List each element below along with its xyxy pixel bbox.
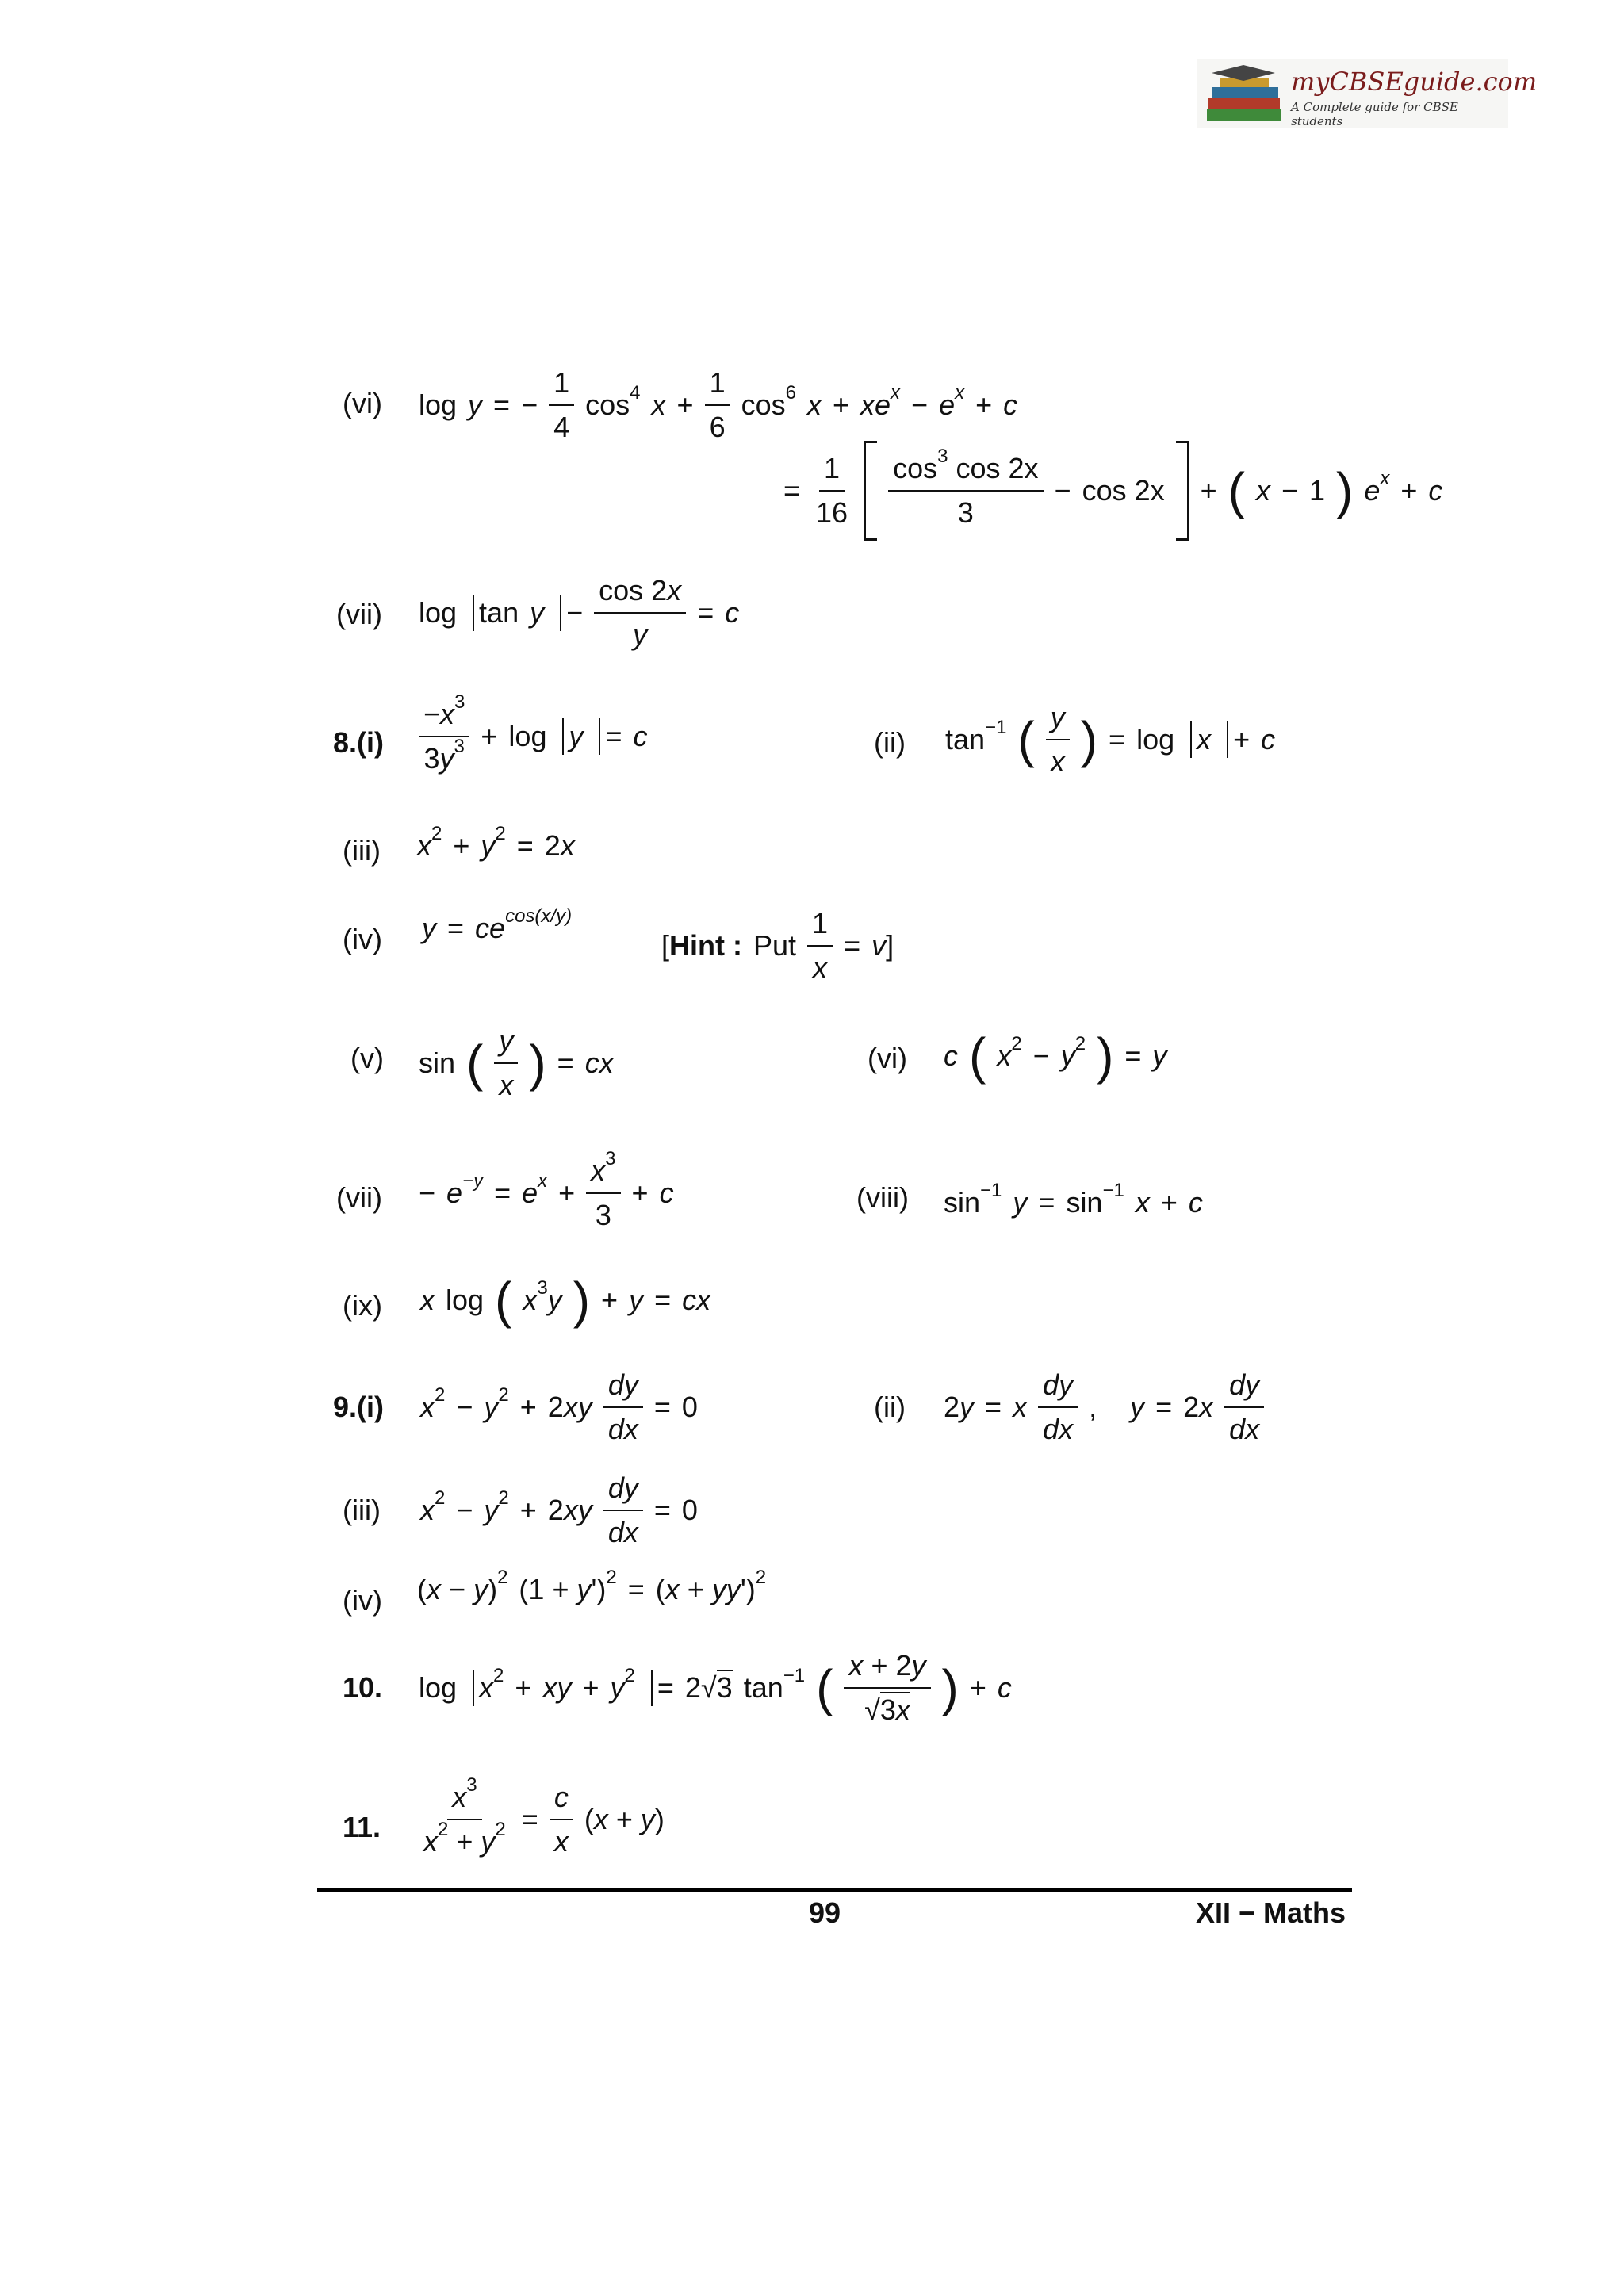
fraction: $\frac{1}{16}$ — [816, 452, 848, 529]
item-label-vii: (vii) — [336, 598, 382, 630]
subject-label: XII − Maths — [1196, 1896, 1346, 1929]
equation-9ii: 2y = x $\frac{dy}{dx}$ , y = 2x $\frac{dy}{dx}$ — [944, 1368, 1275, 1446]
equation-9iv: $(x - y)^2$ $(1 + y')^2$ = $(x + yy')^2$ — [417, 1567, 767, 1605]
equation-vi-line1: log y = − $\frac{1}{4}$ $\cos^4$ x + $\frac{1}{6}$ $\cos^6$ x + $xe^x$ − $e^x$ + c — [419, 366, 1018, 443]
equation-10: log $x^2$ + xy + $y^2$ = 2√3 $\tan^{-1}$ ( $\frac{x + 2y}{√3x}$ ) + c — [419, 1649, 1012, 1726]
right-bracket — [1176, 441, 1189, 541]
logo-tagline: A Complete guide for CBSE students — [1291, 100, 1458, 128]
question-9-label: 9.(i) — [333, 1391, 385, 1423]
equation-8iii: $x^2$ + $y^2$ = 2x — [417, 823, 575, 862]
equation-8v: sin ( $\frac{y}{x}$ ) = cx — [419, 1024, 614, 1101]
item-label-vii-2: (vii) — [336, 1181, 382, 1214]
fraction: $\frac{x + 2y}{√3x}$ — [844, 1649, 930, 1727]
fraction: $\frac{x^3}{x^2 + y^2}$ — [423, 1774, 506, 1858]
fraction: $\frac{c}{x}$ — [550, 1781, 573, 1858]
equation-8viii: $\sin^{-1}$ y = $\sin^{-1}$ x + c — [944, 1180, 1203, 1219]
books-icon — [1204, 63, 1286, 125]
equation-11: $\frac{x^3}{x^2 + y^2}$ = $\frac{c}{x}$ (x + y) — [419, 1781, 676, 1858]
fraction: $\frac{1}{6}$ — [705, 366, 730, 444]
fraction: $\frac{dy}{dx}$ — [603, 1368, 643, 1446]
item-label-vi: (vi) — [343, 387, 382, 419]
footer-rule — [317, 1888, 1352, 1892]
equation-8vii: − $e^{-y}$ = $e^x$ + $\frac{x^3}{3}$ + c — [419, 1148, 674, 1231]
fraction: $\frac{\cos^3 \cos 2x}{3}$ — [888, 452, 1043, 530]
equation-vi-line2: = $\frac{1}{16}$ $\frac{\cos^3 \cos 2x}{3}$ − cos 2x + ( x − 1 ) $e^x$ + c — [783, 441, 1454, 541]
equation-8ii: $\tan^{-1}$ ( $\frac{y}{x}$ ) = log x + c — [945, 701, 1276, 778]
item-label-iii-2: (iii) — [343, 1494, 381, 1526]
question-8-label: 8.(i) — [333, 726, 385, 759]
equation-9i: $x^2$ − $y^2$ + 2xy $\frac{dy}{dx}$ = 0 — [420, 1368, 698, 1445]
log-text: log — [419, 388, 458, 421]
equation-vii: log tan y − $\frac{\cos 2x}{y}$ = c — [419, 574, 740, 651]
question-10-label: 10. — [343, 1671, 383, 1704]
equation-8vi: c ( $x^2$ − $y^2$ ) = y — [944, 1027, 1167, 1085]
mycbseguide-logo — [1197, 59, 1538, 128]
page-number: 99 — [809, 1896, 841, 1929]
fraction: $\frac{y}{x}$ — [1046, 701, 1070, 779]
fraction: $\frac{x^3}{3}$ — [586, 1154, 620, 1232]
fraction: $\frac{dy}{dx}$ — [1224, 1368, 1264, 1446]
item-label-vi-2: (vi) — [868, 1042, 907, 1074]
logo-title: myCBSEguide.com — [1291, 67, 1538, 97]
fraction: $\frac{\cos 2x}{y}$ — [594, 574, 686, 652]
equation-8ix: x log ( $x^3y$ ) + y = cx — [420, 1272, 711, 1329]
hint: [Hint : Put $\frac{1}{x}$ = v] — [661, 907, 894, 984]
item-label-ii-2: (ii) — [874, 1391, 906, 1423]
equation-8i: $\frac{-x^3}{3y^3}$ + log y = c — [419, 698, 659, 775]
left-bracket — [864, 441, 877, 541]
equation-8iv: y = $ce^{cos(x/y)}$ — [422, 905, 573, 944]
item-label-ix: (ix) — [343, 1289, 382, 1322]
fraction: $\frac{1}{x}$ — [807, 907, 833, 985]
item-label-ii: (ii) — [874, 726, 906, 759]
fraction: $\frac{dy}{dx}$ — [603, 1471, 643, 1549]
fraction: $\frac{1}{4}$ — [549, 366, 574, 444]
fraction: $\frac{y}{x}$ — [494, 1024, 518, 1102]
question-11-label: 11. — [343, 1811, 381, 1843]
item-label-iii: (iii) — [343, 834, 381, 867]
fraction: $\frac{dy}{dx}$ — [1038, 1368, 1078, 1446]
item-label-viii: (viii) — [856, 1181, 909, 1214]
item-label-iv-2: (iv) — [343, 1584, 382, 1617]
item-label-v: (v) — [350, 1042, 384, 1074]
equation-9iii: $x^2$ − $y^2$ + 2xy $\frac{dy}{dx}$ = 0 — [420, 1471, 698, 1548]
fraction: $\frac{-x^3}{3y^3}$ — [419, 698, 469, 775]
item-label-iv: (iv) — [343, 923, 382, 955]
